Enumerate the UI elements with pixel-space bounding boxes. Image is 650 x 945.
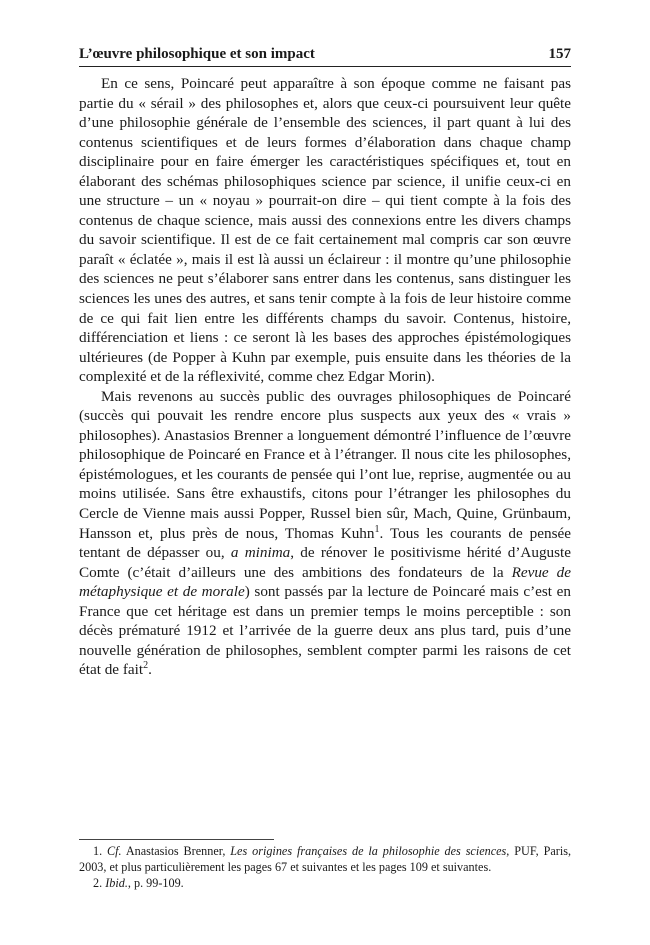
italic-phrase: a minima [230,544,291,562]
footnote-reference[interactable]: 2 [143,660,149,672]
footnote-number: 2. [93,876,103,890]
footnote: 2. Ibid., p. 99-109. [93,876,184,890]
paragraph: En ce sens, Poincaré peut apparaître à son époque comme ne faisant pas partie du « sérail » des philosophes et, alors que ceux-ci poursuivent leur quête d’une philosophie générale de l’ensemble des sciences, il part quant à lui des contenus scientifiques et de leurs formes d’élaboration dans chaque champ disciplinaire pour en faire émerger les caractéristiques spécifiques et, tout en élaborant des schémas philosophiques science par science, il unifie ceux-ci en une structure – un « noyau » pourrait-on dire – qui tient compte à la fois des contenus de chaque science, mais aussi des connexions entre les divers champs du savoir scientifique. Il est de ce fait certainement mal compris car son œuvre paraît « éclatée », mais il est là aussi un éclaireur : il montre qu’une philosophie des sciences ne peut s’élaborer sans entrer dans les contenus, sans distinguer les sciences les unes des autres, et sans tenir compte à la fois de leur histoire comme de ce qui fait lien entre les différents champs du savoir. Contenus, histoire, différenciation et liens : ce seront là les bases des approches épistémologiques ultérieures (de Popper à Kuhn par exemple, puis ensuite dans les théories de la complexité et de la réflexivité, comme chez Edgar Morin). [79,75,571,386]
footnotes [79,843,571,891]
footnote-reference[interactable]: 1 [374,523,380,535]
running-title: L’œuvre philosophique et son impact [79,46,315,62]
header-rule [79,66,571,67]
main-text [79,74,571,680]
page-number: 157 [548,46,571,62]
footnote-rule [79,839,274,840]
paragraph: Mais revenons au succès public des ouvrages philosophiques de Poincaré (succès qui pouvait les rendre encore plus suspects aux yeux des « vrais » philosophes). Anastasios Brenner a longuement démontré l’influence de l’œuvre philosophique de Poincaré en France et à l’étranger. Il nous cite les philosophes, épistémologues, et les courants de pensée qui l’ont lue, reprise, augmentée ou au moins utilisée. Sans être exhaustifs, citons pour l’étranger les philosophes du Cercle de Vienne mais aussi Popper, Russel bien sûr, Mach, Quine, Grünbaum, Hansson et, plus près de nous, Thomas Kuhn$^1$. Tous les courants de pensée tentant de dépasser ou, a minima, de rénover le positivisme hérité d’Auguste Comte (c’était d’ailleurs une des ambitions des fondateurs de la Revue de métaphysique et de morale) sont passés par la lecture de Poincaré mais c’est en France que cet héritage est dans un premier temps le moins perceptible : son décès prématuré 1912 et l’arrivée de la guerre deux ans plus tard, puis d’une nouvelle génération de philosophes, semblent compter parmi les raisons de cet état de fait$^2$. [79,387,572,679]
book-title: Les origines françaises de la philosophie des sciences [230,844,507,858]
journal-title: Revue de métaphysique et de morale [79,563,571,601]
running-header [79,46,571,63]
footnote-number: 1. [93,844,103,858]
footnote: 1. Cf. Anastasios Brenner, Les origines françaises de la philosophie des sciences, PUF, Paris, 2003, et plus particulièrement les pages 67 et suivantes et les pages 109 et suivantes. [79,844,572,874]
